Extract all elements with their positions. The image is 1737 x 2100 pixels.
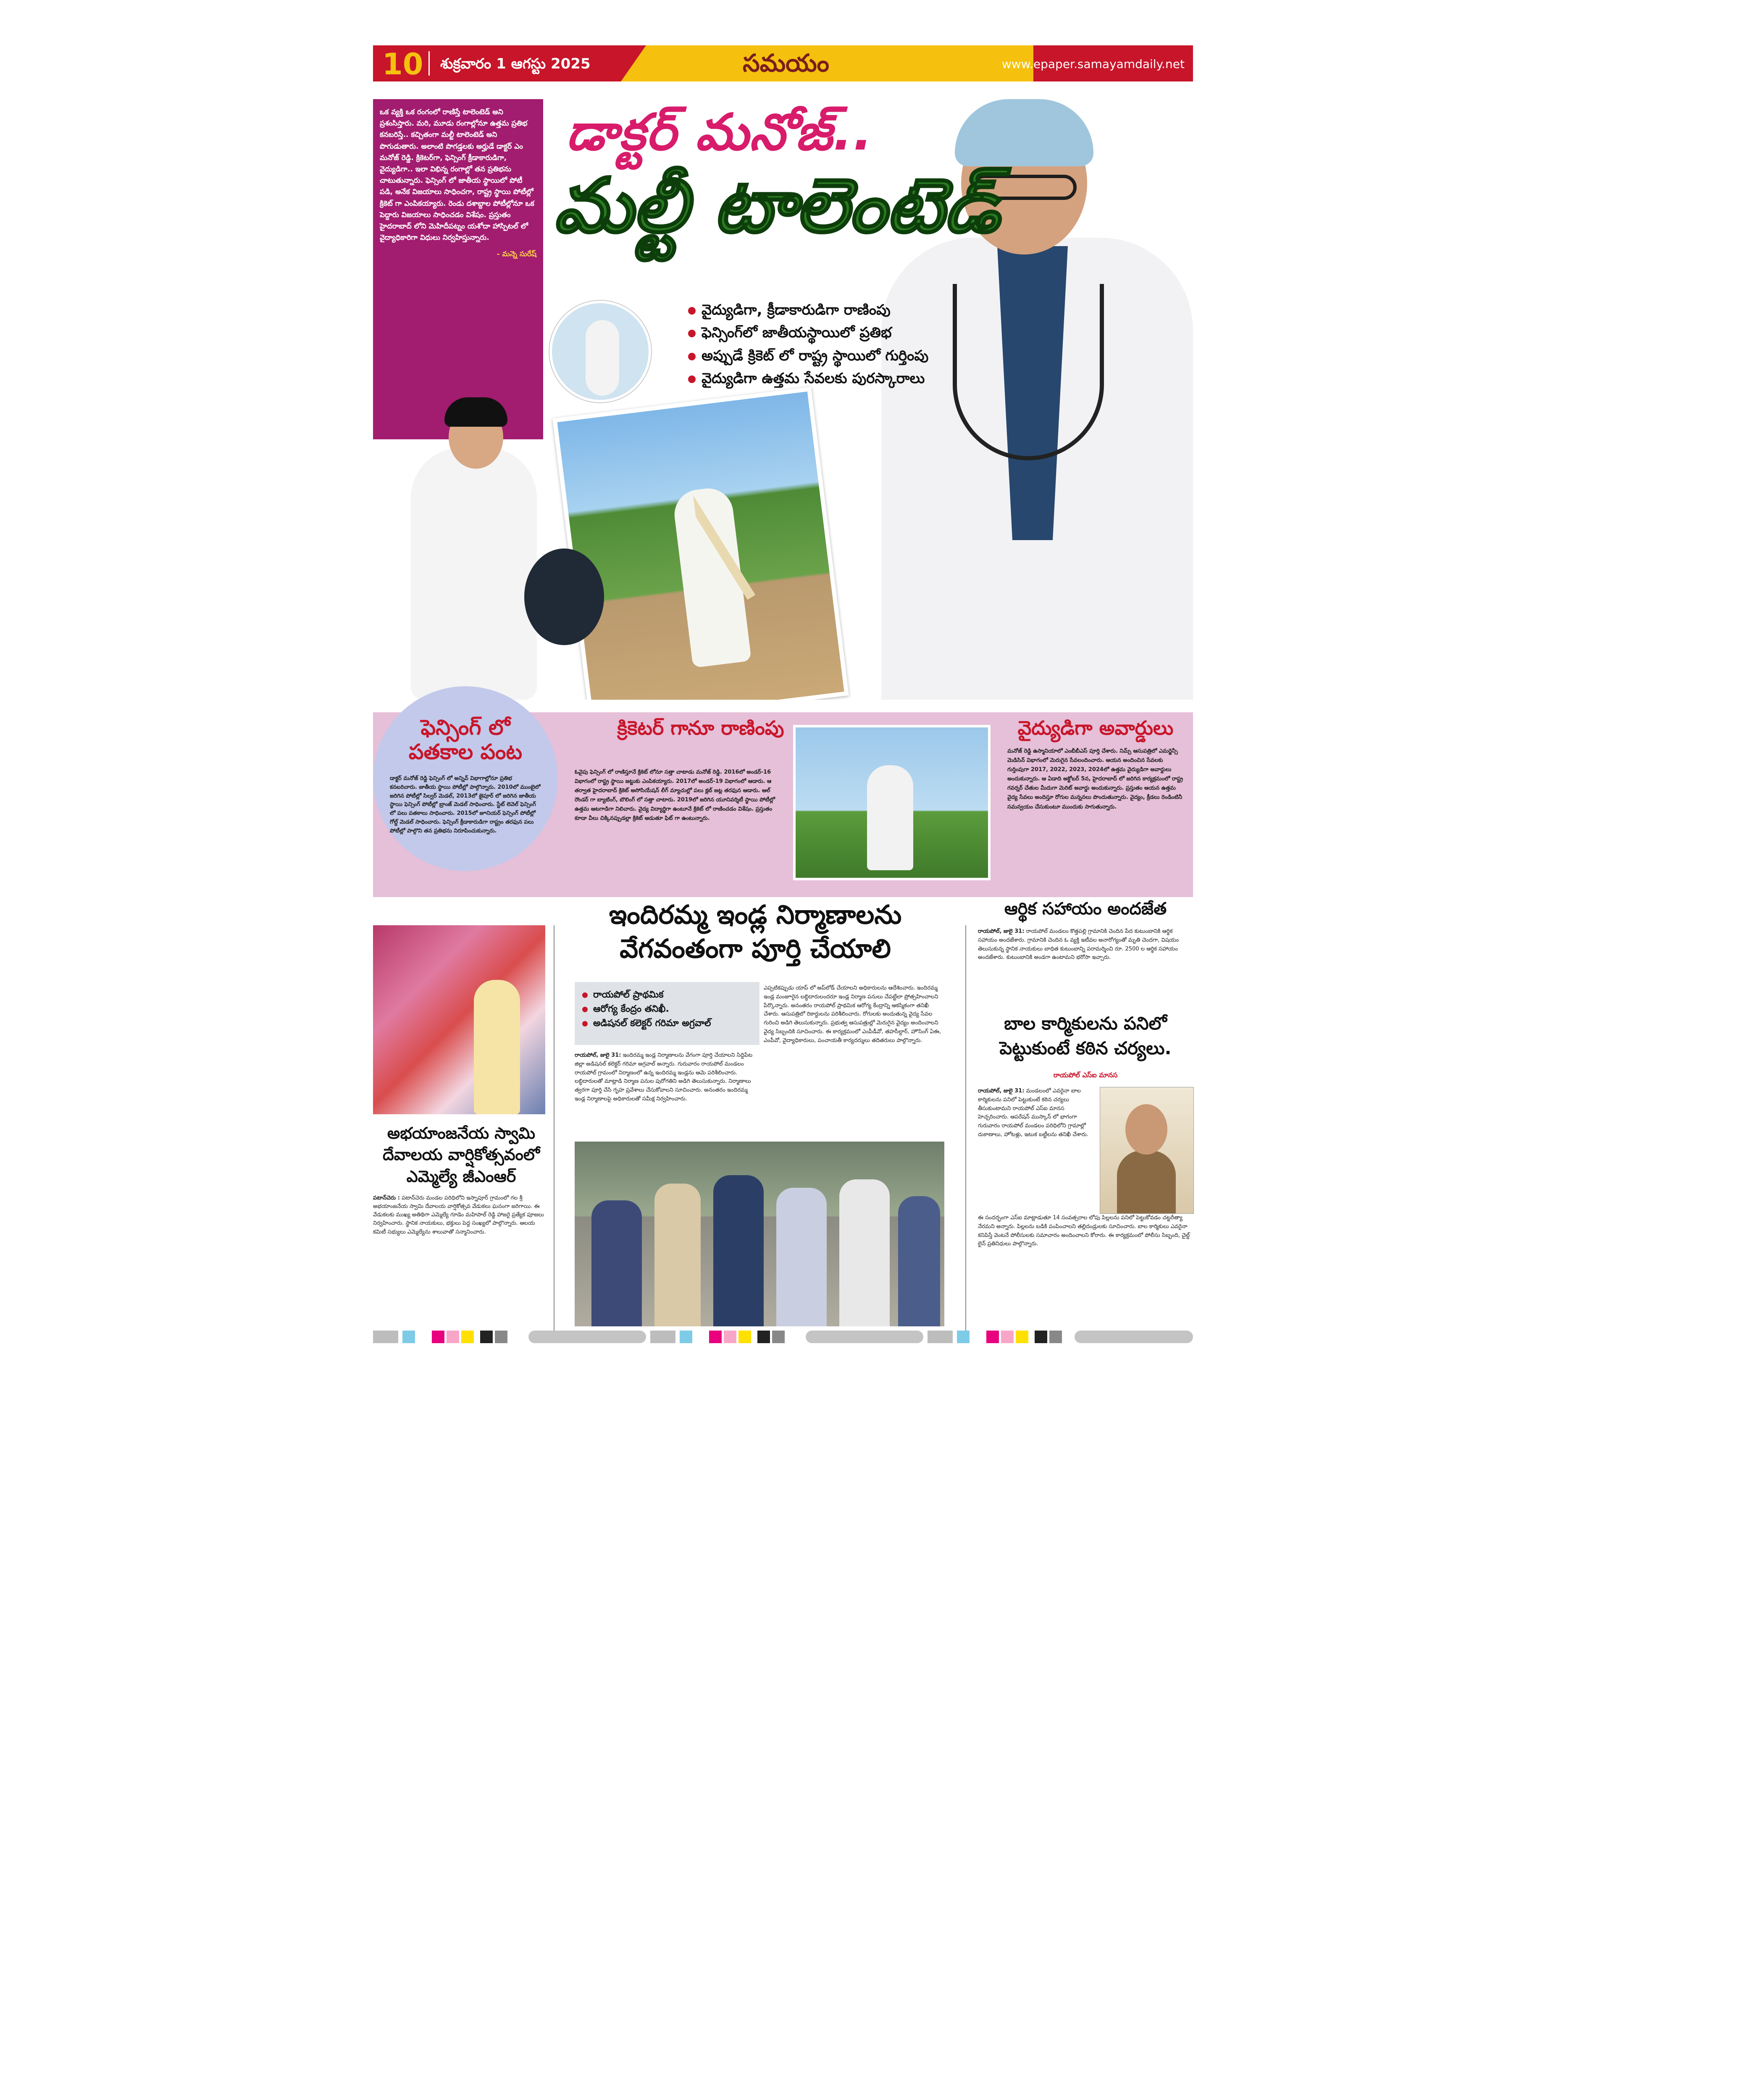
fencing-mask-icon [524, 549, 604, 645]
feature-byline: - మన్నె సురేష్ [497, 250, 536, 259]
highlight-item: వైద్యుడిగా, క్రీడాకారుడిగా రాణింపు [688, 299, 928, 321]
highlight-item: అడిషనల్ కలెక్టర్ గరిమా అగ్రవాల్ [582, 1016, 752, 1031]
child-labour-body-continued: ఈ సందర్భంగా ఎస్ఐ మాట్లాడుతూ 14 సంవత్సరాల లోపు పిల్లలను పనిలో పెట్టుకోవడం చట్టరీత్యా నేరమని అన్నారు. పిల్లలను బడికి పంపించాలని తల్లిదండ్రులకు సూచించారు. బాల కార్మికులు ఎవరైనా కనిపిస్తే వెంటనే పోలీసులకు సమాచారం అందించాలని కోరారు. ఈ కార్యక్రమంలో పోలీసు సిబ్బంది, చైల్డ్ లైన్ ప్రతినిధులు పాల్గొన్నారు. [978, 1215, 1190, 1247]
child-labour-body: మండలంలో ఎవరైనా బాల కార్మికులను పనిలో పెట్టుకుంటే కఠిన చర్యలు తీసుకుంటామని రాయపోల్ ఎస్ఐ మానస హెచ్చరించారు. ఆపరేషన్ ముస్కాన్ లో భాగంగా గురువారం రాయపోల్ మండలం పరిధిలోని గ్రామాల్లో దుకాణాలు, హోటళ్లు, ఇటుక బట్టీలను తనిఖీ చేశారు. [978, 1088, 1088, 1138]
child-labour-headline: బాల కార్మికులను పనిలో పెట్టుకుంటే కఠిన చర్యలు. [999, 1013, 1172, 1058]
temple-headline: అభయాంజనేయ స్వామి దేవాలయ వార్షికోత్సవంలో ఎమ్మెల్యే జీఎంఆర్ [382, 1124, 540, 1186]
child-labour-dateline: రాయపోల్, జులై 31: [978, 1088, 1025, 1094]
main-highlights-box [575, 982, 759, 1045]
column-rule [965, 925, 966, 1333]
fencing-heading: ఫెన్సింగ్ లో పతకాల పంట [408, 715, 523, 764]
color-registration-bar [373, 1331, 1193, 1343]
aid-headline: ఆర్థిక సహాయం అందజేత [1004, 899, 1167, 919]
highlight-item: ఆరోగ్య కేంద్రం తనిఖీ. [582, 1002, 752, 1016]
issue-date: శుక్రవారం 1 ఆగస్టు 2025 [440, 55, 591, 72]
cricket-shot-photo [793, 725, 991, 880]
masthead [373, 45, 1193, 81]
feature-intro-text: ఒక వ్యక్తి ఒక రంగంలో రాణిస్తే టాలెంటెడ్ అని ప్రశంసిస్తారు. మరి, మూడు రంగాల్లోనూ ఉత్తమ ప్రతిభ కనబరిస్తే.. కచ్చితంగా మల్టీ టాలెంటెడ్ అని పొగుడుతారు. అలాంటి పొగడ్తలకు అర్హుడే డాక్టర్ ఎం మనోజ్ రెడ్డి. క్రికెటర్‌గా, ఫెన్సింగ్ క్రీడాకారుడిగా, వైద్యుడిగా.. ఇలా విభిన్న రంగాల్లో తన ప్రతిభను చాటుతున్నారు. ఫెన్సింగ్ లో జాతీయ స్థాయిలో పోటీ పడి, అనేక విజయాలు సాధించగా, రాష్ట్ర స్థాయి పోటీల్లో క్రికెట్ గా ఎంపికయ్యారు. రెండు దశాబ్దాల పోటీల్లోనూ ఒక పెద్దారు విజయాలు సాధించడం విశేషం. ప్రస్తుతం హైదరాబాద్ లోని మెహిదీపట్నం యశోదా హాస్పిటల్ లో వైద్యాధికారిగా విధులు నిర్వహిస్తున్నారు. [380, 108, 534, 242]
fencing-section [373, 686, 558, 871]
page-number: 10 [382, 47, 423, 81]
fencer-photo [386, 381, 621, 700]
main-headline: ఇందిరమ్మ ఇండ్ల నిర్మాణాలను వేగవంతంగా పూర్తి చేయాలి [609, 899, 902, 964]
feature-highlights [688, 299, 928, 390]
temple-dateline: పటాన్‌చెరు : [373, 1195, 400, 1201]
si-portrait-photo [1100, 1087, 1194, 1214]
highlight-item: అప్పుడే క్రికెట్ లో రాష్ట్ర స్థాయిలో గుర్తింపు [688, 344, 928, 367]
cricket-heading: క్రికెటర్ గానూ రాణింపు [617, 717, 784, 739]
awards-text: మనోజ్ రెడ్డి ఉస్మానియాలో ఎంబీబీఎస్ పూర్తి చేశారు. నిమ్స్ ఆసుపత్రిలో ఎమర్జెన్సీ మెడిసిన్ విభాగంలో మెరుగైన సేవలందించారు. ఆయన అందించిన సేవలకు గుర్తింపుగా 2017, 2022, 2023, 2024లో ఉత్తమ వైద్యుడిగా అవార్డులు అందుకున్నారు. ఆ ఏడాది అక్టోబర్ 5న, హైదరాబాద్ లో జరిగిన కార్యక్రమంలో రాష్ట్ర గవర్నర్ చేతుల మీదుగా మెరిట్ అవార్డు అందుకున్నారు. ప్రస్తుతం ఆయన ఉత్తమ వైద్య సేవలు అందిస్తూ రోగుల మన్ననలు పొందుతున్నారు. వైద్యం, క్రీడలు రెండింటినీ సమన్వయం చేసుకుంటూ ముందుకు సాగుతున్నారు. [1007, 748, 1183, 810]
main-body-b: ఎప్పటికప్పుడు యాప్ లో అప్‌లోడ్ చేయాలని అధికారులను ఆదేశించారు. ఇందిరమ్మ ఇండ్ల మంజూరైన లబ్ధిదారులందరూ ఇండ్ల నిర్మాణ పనులు చేపట్టేలా ప్రోత్సహించాలని పేర్కొన్నారు. అనంతరం రాయపోల్ ప్రాథమిక ఆరోగ్య కేంద్రాన్ని ఆకస్మికంగా తనిఖీ చేశారు. ఆసుపత్రిలో రికార్డులను పరిశీలించారు. రోగులకు అందుతున్న వైద్య సేవల గురించి అడిగి తెలుసుకున్నారు. ప్రభుత్వ ఆసుపత్రుల్లో మెరుగైన వైద్యం అందించాలని వైద్య సిబ్బందికి సూచించారు. ఈ కార్యక్రమంలో ఎంపీడీవో, తహసీల్దార్, హౌసింగ్ ఏఈ, ఎంపీవో, వైద్యాధికారులు, పంచాయతీ కార్యదర్శులు తదితరులు పాల్గొన్నారు. [764, 985, 941, 1044]
feature-title-line2: మల్టీ టాలెంటెడ్ [554, 162, 999, 249]
highlight-item: ఫెన్సింగ్‌లో జాతీయస్థాయిలో ప్రతిభ [688, 321, 928, 344]
temple-event-photo [373, 925, 545, 1114]
highlight-item: వైద్యుడిగా ఉత్తమ సేవలకు పురస్కారాలు [688, 367, 928, 390]
main-dateline: రాయపోల్, జులై 31: [575, 1052, 621, 1058]
newspaper-brand: సమయం [743, 49, 830, 77]
feature-title-line1: డాక్టర్ మనోజ్.. [566, 103, 873, 162]
highlight-item: రాయపోల్ ప్రాథమిక [582, 988, 752, 1002]
inspection-group-photo [575, 1142, 944, 1326]
fencing-text: డాక్టర్ మనోజ్ రెడ్డి ఫెన్సింగ్ లో అన్నివ్ విభాగాల్లోనూ ప్రతిభ కనబరిచారు. జాతీయ స్థాయి పోటీల్లో పాల్గొన్నారు. 2010లో ముంబైలో జరిగిన పోటీల్లో సిల్వర్ మెడల్, 2013లో జైపూర్ లో జరిగిన జాతీయ స్థాయి ఫెన్సింగ్ పోటీల్లో బ్రాంజ్ మెడల్ సాధించారు. స్టేట్ లెవెల్ ఫెన్సింగ్ లో పలు పతకాలు సాధించారు. 2015లో జూనియర్ ఫెన్సింగ్ పోటీల్లో గోల్డ్ మెడల్ సాధించారు. ఫెన్సింగ్ క్రీడాకారుడిగా రాష్ట్రం తరఫున పలు పోటీల్లో పాల్గొని తన ప్రతిభను నిరూపించుకున్నారు. [390, 775, 541, 834]
awards-heading: వైద్యుడిగా అవార్డులు [1017, 717, 1174, 739]
feature-story [373, 87, 1193, 700]
child-labour-byline: రాయపోల్ ఎస్ఐ మానస [1053, 1071, 1118, 1079]
cricket-text: ఓవైపు ఫెన్సింగ్ లో రాణిస్తూనే క్రికెట్ లోనూ సత్తా చాటాడు మనోజ్ రెడ్డి. 2016లో అండర్-16 విభాగంలో రాష్ట్ర స్థాయి జట్టుకు ఎంపికయ్యారు. 2017లో అండర్-19 విభాగంలో ఆడారు. ఆ తర్వాత హైదరాబాద్ క్రికెట్ అసోసియేషన్ లీగ్ మ్యాచుల్లో పలు క్లబ్ జట్ల తరఫున ఆడారు. ఆల్ రౌండర్ గా బ్యాటింగ్, బౌలింగ్ లో సత్తా చాటారు. 2019లో జరిగిన యూనివర్శిటీ స్థాయి పోటీల్లో ఉత్తమ ఆటగాడిగా నిలిచారు. వైద్య విద్యార్థిగా ఉంటూనే క్రికెట్ లో రాణించడం విశేషం. ప్రస్తుతం కూడా వీలు చిక్కినప్పుడల్లా క్రికెట్ ఆడుతూ ఫిట్ గా ఉంటున్నారు. [575, 769, 775, 822]
temple-body: పటాన్‌చెరు మండల పరిధిలోని ఇస్నాపూర్ గ్రామంలో గల శ్రీ అభయాంజనేయ స్వామి దేవాలయ వార్షికోత్సవ వేడుకలు ఘనంగా జరిగాయి. ఈ వేడుకలకు ముఖ్య అతిథిగా ఎమ్మెల్యే గూడెం మహిపాల్ రెడ్డి హాజరై ప్రత్యేక పూజలు నిర్వహించారు. స్థానిక నాయకులు, భక్తులు పెద్ద సంఖ్యలో పాల్గొన్నారు. ఆలయ కమిటీ సభ్యులు ఎమ్మెల్యేను శాలువాతో సన్మానించారు. [373, 1195, 544, 1235]
website-url: www.epaper.samayamdaily.net [1001, 57, 1185, 71]
main-body-a: ఇందిరమ్మ ఇండ్ల నిర్మాణాలను వేగంగా పూర్తి చేయాలని సిద్దిపేట జిల్లా అడిషనల్ కలెక్టర్ గరిమా అగ్రవాల్ అన్నారు. గురువారం రాయపోల్ మండలం రాయపోల్ గ్రామంలో నిర్మాణంలో ఉన్న ఇందిరమ్మ ఇండ్లను ఆమె పరిశీలించారు. లబ్ధిదారులతో మాట్లాడి నిర్మాణ పనుల పురోగతిని అడిగి తెలుసుకున్నారు. నిర్మాణాలు త్వరగా పూర్తి చేసి గృహ ప్రవేశాలు చేసుకోవాలని సూచించారు. అనంతరం ఇందిరమ్మ ఇండ్ల నిర్మాణాలపై అధికారులతో సమీక్ష నిర్వహించారు. [575, 1052, 753, 1102]
aid-body: రాయపోల్ మండలం కొత్తపల్లి గ్రామానికి చెందిన పేద కుటుంబానికి ఆర్థిక సహాయం అందజేశారు. గ్రామానికి చెందిన ఓ వ్యక్తి ఇటీవల అనారోగ్యంతో మృతి చెందగా, విషయం తెలుసుకున్న స్థానిక నాయకులు బాధిత కుటుంబాన్ని పరామర్శించి రూ. 2500 ల ఆర్థిక సహాయం అందజేశారు. కుటుంబానికి అండగా ఉంటామని భరోసా ఇచ్చారు. [978, 928, 1179, 961]
aid-dateline: రాయపోల్, జులై 31: [978, 928, 1025, 934]
newspaper-page [373, 45, 1193, 1343]
masthead-divider [428, 51, 430, 76]
